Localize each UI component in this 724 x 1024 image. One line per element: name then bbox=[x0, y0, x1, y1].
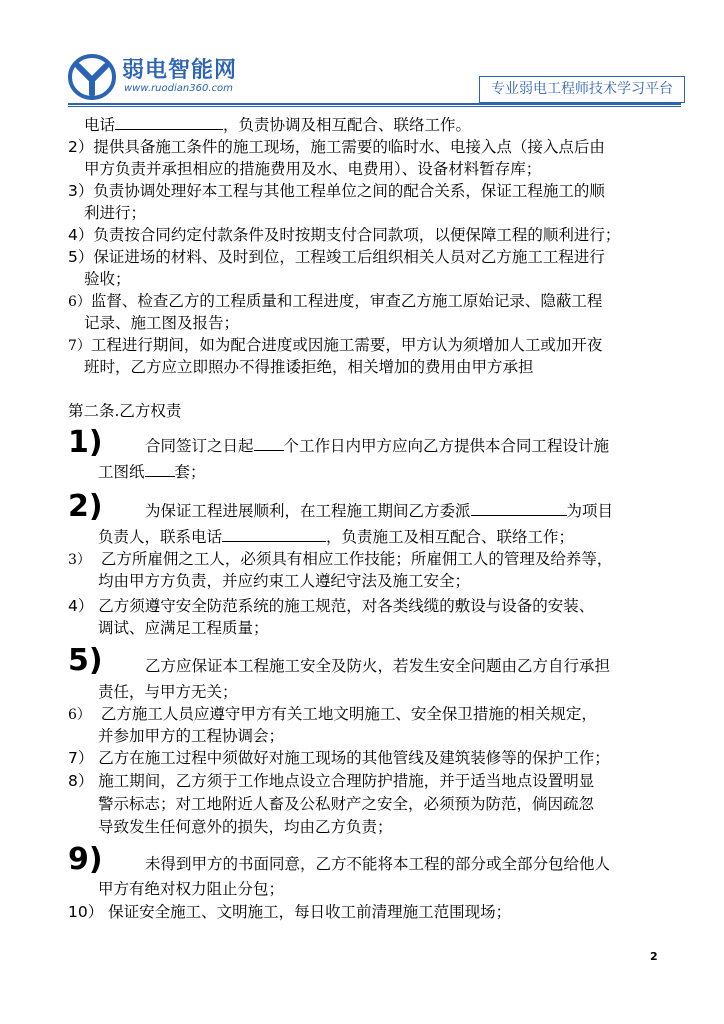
item-number-large: 1) bbox=[68, 425, 103, 460]
header-divider-thin bbox=[68, 106, 681, 107]
list-item-9: 未得到甲方的书面同意，乙方不能将本工程的部分或全部分包给他人 bbox=[145, 855, 611, 873]
text-line bbox=[98, 527, 574, 547]
text-span: 监督、检查乙方的工程质量和工程进度，审查乙方施工原始记录、隐蔽工程 bbox=[90, 292, 603, 310]
list-item-5: 乙方应保证本工程施工安全及防火，若发生安全问题由乙方自行承担 bbox=[145, 657, 611, 675]
text-line: 甲方负责并承担相应的措施费用及水、电费用）、设备材料暂存库； bbox=[84, 160, 542, 178]
text-line: 甲方有绝对权力阻止分包； bbox=[98, 880, 285, 898]
item-number: 6） bbox=[68, 707, 91, 723]
item-number: 6） bbox=[68, 294, 91, 310]
text-span: ，负责施工及相互配合、联络工作； bbox=[326, 528, 575, 546]
text-line: 导致发生任何意外的损失，均由乙方负责； bbox=[98, 818, 393, 836]
text-line bbox=[84, 115, 471, 135]
item-number-large: 5) bbox=[68, 643, 103, 678]
item-number: 7） bbox=[68, 338, 91, 354]
text-span: 为项目 bbox=[566, 502, 614, 520]
list-item-6 bbox=[68, 291, 602, 312]
list-item-6 bbox=[68, 704, 597, 725]
blank-field bbox=[145, 462, 175, 477]
text-span: 套； bbox=[174, 463, 206, 481]
list-item-10: 10） 保证安全施工、文明施工，每日收工前清理施工范围现场； bbox=[68, 903, 512, 921]
header-divider bbox=[68, 103, 681, 105]
blank-field bbox=[222, 527, 326, 542]
item-number-large: 9) bbox=[68, 842, 103, 877]
list-item-4: 4） 乙方须遵守安全防范系统的施工规范，对各类线缆的敷设与设备的安装、 bbox=[68, 597, 595, 615]
list-item-2: 2）提供具备施工条件的施工现场，施工需要的临时水、电接入点（接入点后由 bbox=[68, 138, 605, 156]
page-header bbox=[0, 0, 724, 112]
list-item-7: 7） 乙方在施工过程中须做好对施工现场的其他管线及建筑装修等的保护工作； bbox=[68, 749, 610, 767]
list-item-2 bbox=[145, 501, 613, 521]
text-span: 工程进行期间，如为配合进度或因施工需要，甲方认为须增加人工或加开夜 bbox=[90, 336, 603, 354]
text-line bbox=[98, 462, 206, 482]
text-span: 负责人，联系电话 bbox=[98, 528, 223, 546]
text-line: 验收； bbox=[84, 270, 131, 288]
list-item-3: 3）负责协调处理好本工程与其他工程单位之间的配合关系，保证工程施工的顺 bbox=[68, 182, 605, 200]
text-span: 合同签订之日起 bbox=[145, 437, 254, 455]
list-item-3 bbox=[68, 549, 612, 570]
item-number-large: 2) bbox=[68, 489, 103, 524]
text-line: 利进行； bbox=[84, 204, 147, 222]
section-heading: 第二条.乙方权责 bbox=[68, 402, 182, 420]
text-span: 乙方所雇佣之工人，必须具有相应工作技能；所雇佣工人的管理及给养等， bbox=[100, 550, 613, 568]
text-span: 为保证工程进展顺利，在工程施工期间乙方委派 bbox=[145, 502, 471, 520]
text-span: ，负责协调及相互配合、联络工作。 bbox=[223, 116, 472, 134]
text-line: 调试、应满足工程质量； bbox=[98, 619, 269, 637]
text-line: 记录、施工图及报告； bbox=[84, 314, 240, 332]
blank-field bbox=[471, 501, 567, 516]
text-line: 责任，与甲方无关； bbox=[98, 683, 238, 701]
text-span: 电话 bbox=[84, 116, 116, 134]
text-span: 个工作日内甲方应向乙方提供本合同工程设计施 bbox=[283, 437, 610, 455]
item-number: 3） bbox=[68, 552, 91, 568]
blank-field bbox=[254, 436, 284, 451]
text-span: 乙方施工人员应遵守甲方有关工地文明施工、安全保卫措施的相关规定， bbox=[100, 705, 597, 723]
list-item-1 bbox=[145, 436, 609, 456]
text-line: 均由甲方方负责，并应约束工人遵纪守法及施工安全； bbox=[98, 572, 471, 590]
page-number: 2 bbox=[650, 950, 658, 963]
list-item-5: 5）保证进场的材料、及时到位，工程竣工后组织相关人员对乙方施工工程进行 bbox=[68, 248, 605, 266]
list-item-7 bbox=[68, 335, 602, 356]
list-item-8: 8） 施工期间，乙方须于工作地点设立合理防护措施，并于适当地点设置明显 bbox=[68, 772, 595, 790]
platform-tagline: 专业弱电工程师技术学习平台 bbox=[479, 76, 685, 103]
text-line: 警示标志；对工地附近人畜及公私财产之安全，必须预为防范，倘因疏忽 bbox=[98, 795, 595, 813]
logo-title: 弱电智能网 bbox=[122, 58, 238, 83]
text-line: 班时，乙方应立即照办不得推诿拒绝，相关增加的费用由甲方承担 bbox=[84, 358, 534, 376]
text-line: 并参加甲方的工程协调会； bbox=[98, 727, 285, 745]
logo-icon bbox=[68, 54, 116, 100]
logo-url: www.ruodian360.com bbox=[124, 83, 233, 94]
text-span: 工图纸 bbox=[98, 463, 145, 481]
list-item-4: 4）负责按合同约定付款条件及时按期支付合同款项，以便保障工程的顺利进行； bbox=[68, 226, 621, 244]
blank-field bbox=[115, 115, 223, 130]
